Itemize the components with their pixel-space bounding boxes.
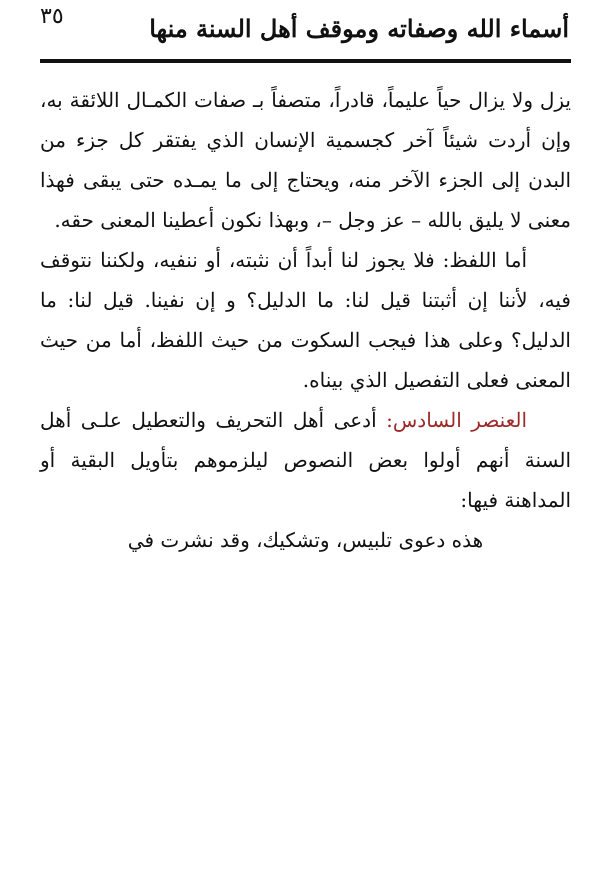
paragraph-1: يزل ولا يزال حياً عليماً، قادراً، متصفاً بـ صفات الكمـال اللائقة به، وإن أردت شيئاً آخر كجسمية الإنسان الذي يفتقر كل جزء من البدن إلى الجزء الآخر منه، ويحتاج إلى ما يمـده حتى يبقى فهذا معنى لا يليق بالله – عز وجل –، وبهذا نكون أعطينا المعنى حقه.: [40, 88, 571, 232]
body-text: [40, 80, 571, 560]
page-number: ٣٥: [40, 4, 64, 29]
section-label: العنصر السادس:: [386, 408, 527, 432]
paragraph-4: هذه دعوى تلبيس، وتشكيك، وقد نشرت في: [127, 528, 484, 552]
paragraph-3: [40, 400, 571, 520]
paragraph-3-text: أدعى أهل التحريف والتعطيل علـى أهل السنة أنهم أولوا بعض النصوص ليلزموهم بتأويل البقية أو المداهنة فيها:: [40, 408, 571, 512]
running-title: أسماء الله وصفاته وموقف أهل السنة منها: [149, 14, 569, 43]
header-rule: [40, 59, 571, 63]
paragraph-2: أما اللفظ: فلا يجوز لنا أبداً أن نثبته، أو ننفيه، ولكننا نتوقف فيه، لأننا إن أثبتنا قيل لنا: ما الدليل؟ و إن نفينا. قيل لنا: ما الدليل؟ وعلى هذا فيجب السكوت من حيث اللفظ، أما من حيث المعنى فعلى التفصيل الذي بيناه.: [40, 248, 571, 392]
